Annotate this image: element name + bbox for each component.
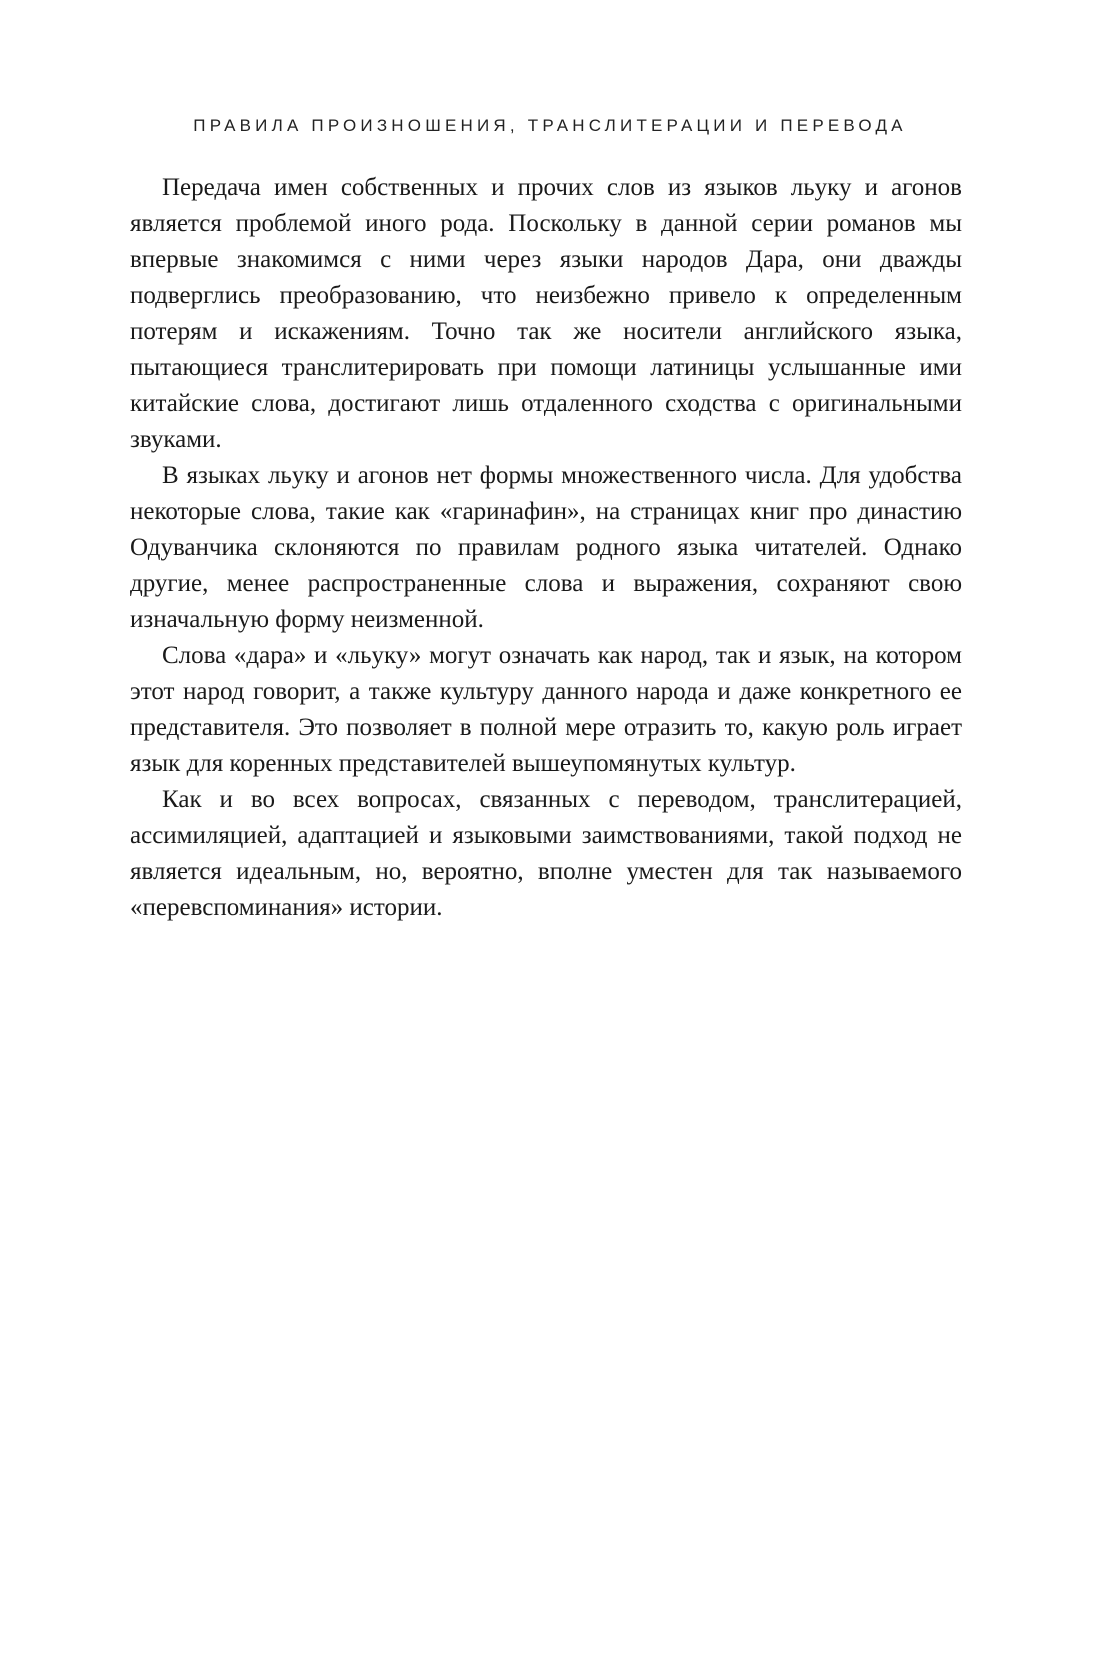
paragraph-2: В языках льуку и агонов нет формы множественного числа. Для удобства некоторые слова, такие как «гаринафин», на страницах книг про династию Одуванчика склоняются по правилам родного языка читателей. Однако другие, менее распространенные слова и выражения, сохраняют свою изначальную форму неизменной. (130, 462, 962, 633)
paragraph-4: Как и во всех вопросах, связанных с переводом, транслитерацией, ассимиляцией, адаптацией и языковыми заимствованиями, такой подход не является идеальным, но, вероятно, вполне уместен для так называемого «перевспоминания» истории. (130, 786, 962, 921)
paragraph-3: Слова «дара» и «льуку» могут означать как народ, так и язык, на котором этот народ говорит, а также культуру данного народа и даже конкретного ее представителя. Это позволяет в полной мере отразить то, какую роль играет язык для коренных представителей вышеупомянутых культур. (130, 642, 962, 777)
paragraph-1: Передача имен собственных и прочих слов из языков льуку и агонов является проблемой иного рода. Поскольку в данной серии романов мы впервые знакомимся с ними через языки народов Дара, они дважды подверглись преобразованию, что неизбежно привело к определенным потерям и искажениям. Точно так же носители английского языка, пытающиеся транслитерировать при помощи латиницы услышанные ими китайские слова, достигают лишь отдаленного сходства с оригинальными звуками. (130, 174, 962, 453)
running-header: ПРАВИЛА ПРОИЗНОШЕНИЯ, ТРАНСЛИТЕРАЦИИ И ПЕРЕВОДА (193, 116, 907, 135)
body-text (130, 170, 962, 926)
